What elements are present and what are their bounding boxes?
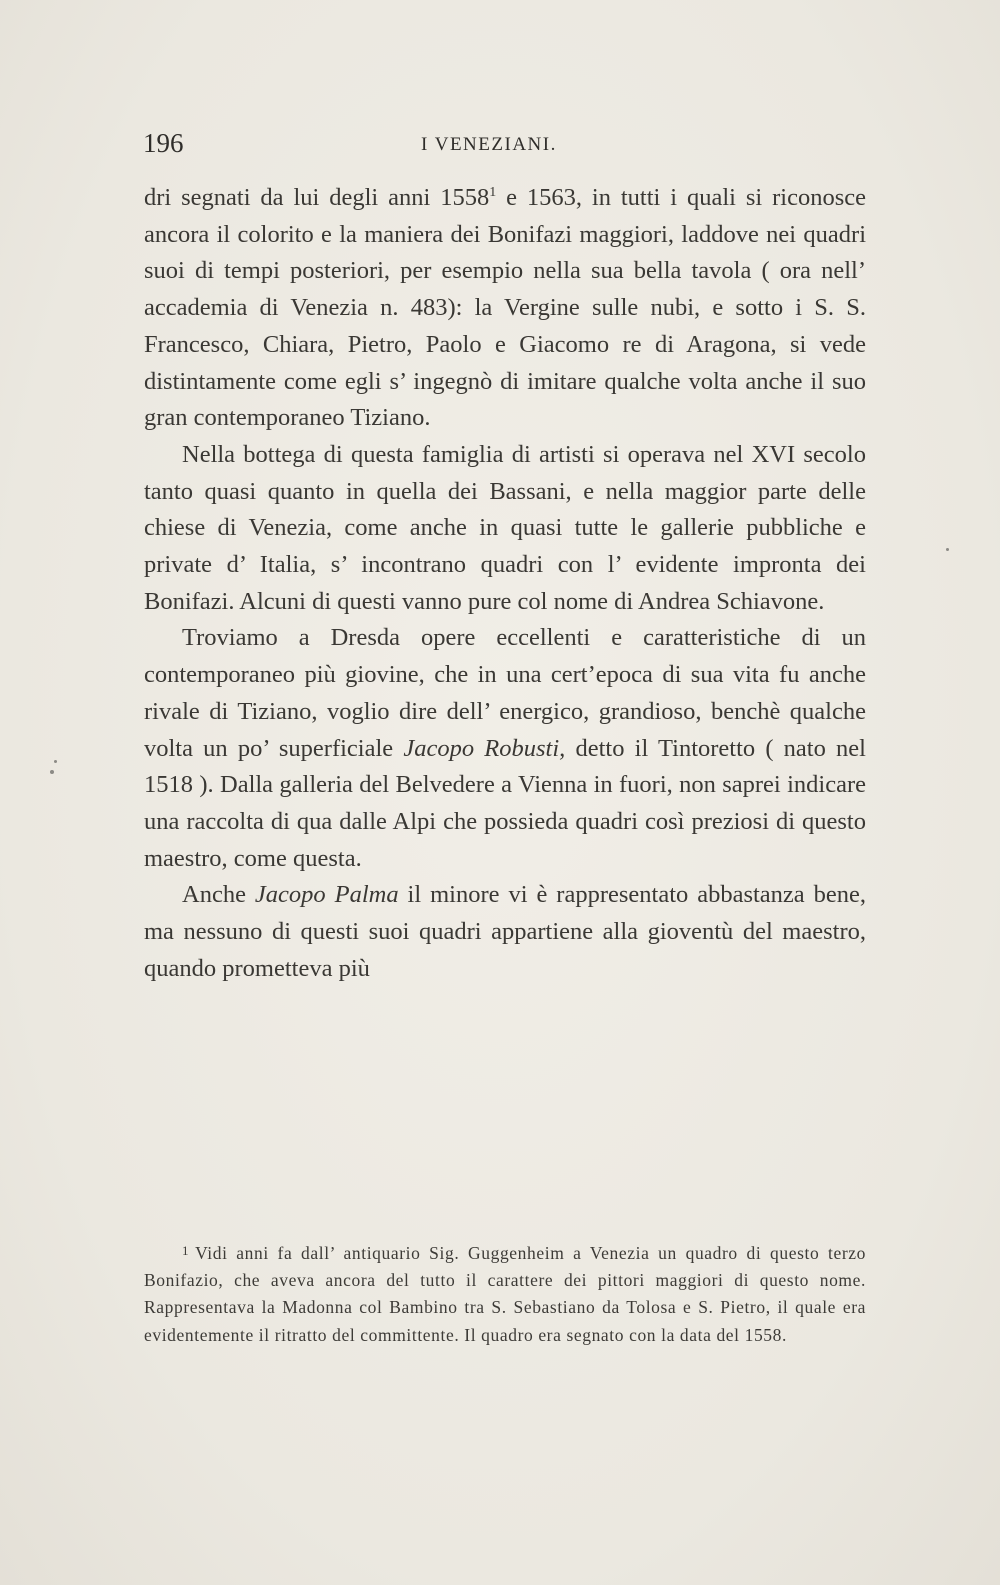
italic-name-jacopo-palma: Jacopo Palma — [254, 881, 399, 909]
italic-name-jacopo-robusti: Jacopo Robusti, — [403, 734, 566, 762]
footnote-reference: 1 — [489, 184, 497, 200]
paragraph-2: Nella bottega di questa famiglia di artisti si operava nel XVI secolo tanto quasi quanto in quella dei Bassani, e nella maggior parte delle chiese di Venezia, come anche in quasi tutte le gallerie pubbliche e private d’ Italia, s’ incontrano quadri con l’ evidente impronta dei Bonifazi. Alcuni di questi vanno pure col nome di Andrea Schiavone. — [144, 440, 866, 615]
body-text — [144, 180, 866, 987]
paragraph-1 — [144, 180, 866, 437]
paragraph-3-text-end: detto il Tintoretto ( nato nel 1518 ). Dalla galleria del Belvedere a Vienna in fuori, non saprei indicare una raccolta di qua dalle Alpi che possieda quadri così preziosi di questo maestro, come questa. — [144, 734, 866, 872]
paragraph-4-text-start: Anche — [182, 881, 255, 909]
paragraph-1-text-end: e 1563, in tutti i quali si riconosce ancora il colorito e la maniera dei Bonifazi maggiori, laddove nei quadri suoi di tempi posteriori, per esempio nella sua bella tavola ( ora nell’ accademia di Venezia n. 483): la Vergine sulle nubi, e sotto i S. S. Francesco, Chiara, Pietro, Paolo e Giacomo re di Aragona, si vede distintamente come egli s’ ingegnò di imitare qualche volta anche il suo gran contemporaneo Tiziano. — [144, 184, 866, 432]
paragraph-3-text-start: Troviamo a Dresda opere eccellenti e caratteristiche di un contemporaneo più giovine, che in una cert’epoca di sua vita fu anche rivale di Tiziano, voglio dire dell’ energico, grandioso, benchè qualche volta un po’ superficiale — [144, 624, 866, 762]
paragraph-1-text-start: dri segnati da lui degli anni 1558 — [144, 184, 490, 211]
running-head: I VENEZIANI. — [421, 134, 557, 155]
page-number: 196 — [143, 128, 184, 158]
paragraph-3 — [144, 620, 866, 877]
footnote-text: Vidi anni fa dall’ antiquario Sig. Guggenheim a Venezia un quadro di questo terzo Bonifazio, che aveva ancora del tutto il carattere dei pittori maggiori di questo nome. Rappresentava la Madonna col Bambino tra S. Sebastiano da Tolosa e S. Pietro, il quale era evidentemente il ritratto del committente. Il quadro era segnato con la data del 1558. — [144, 1243, 866, 1345]
paper-speck — [946, 548, 949, 551]
paper-speck — [54, 760, 57, 763]
footnotes — [144, 1237, 866, 1349]
page-header — [143, 128, 867, 168]
paragraph-4-text-end: il minore vi è rappresentato abbastanza bene, ma nessuno di questi suoi quadri appartiene alla gioventù del maestro, quando prometteva più — [144, 881, 866, 982]
footnote-1 — [144, 1237, 866, 1349]
footnote-marker: 1 — [182, 1243, 190, 1258]
paper-speck — [50, 770, 54, 774]
paragraph-4 — [144, 877, 866, 987]
